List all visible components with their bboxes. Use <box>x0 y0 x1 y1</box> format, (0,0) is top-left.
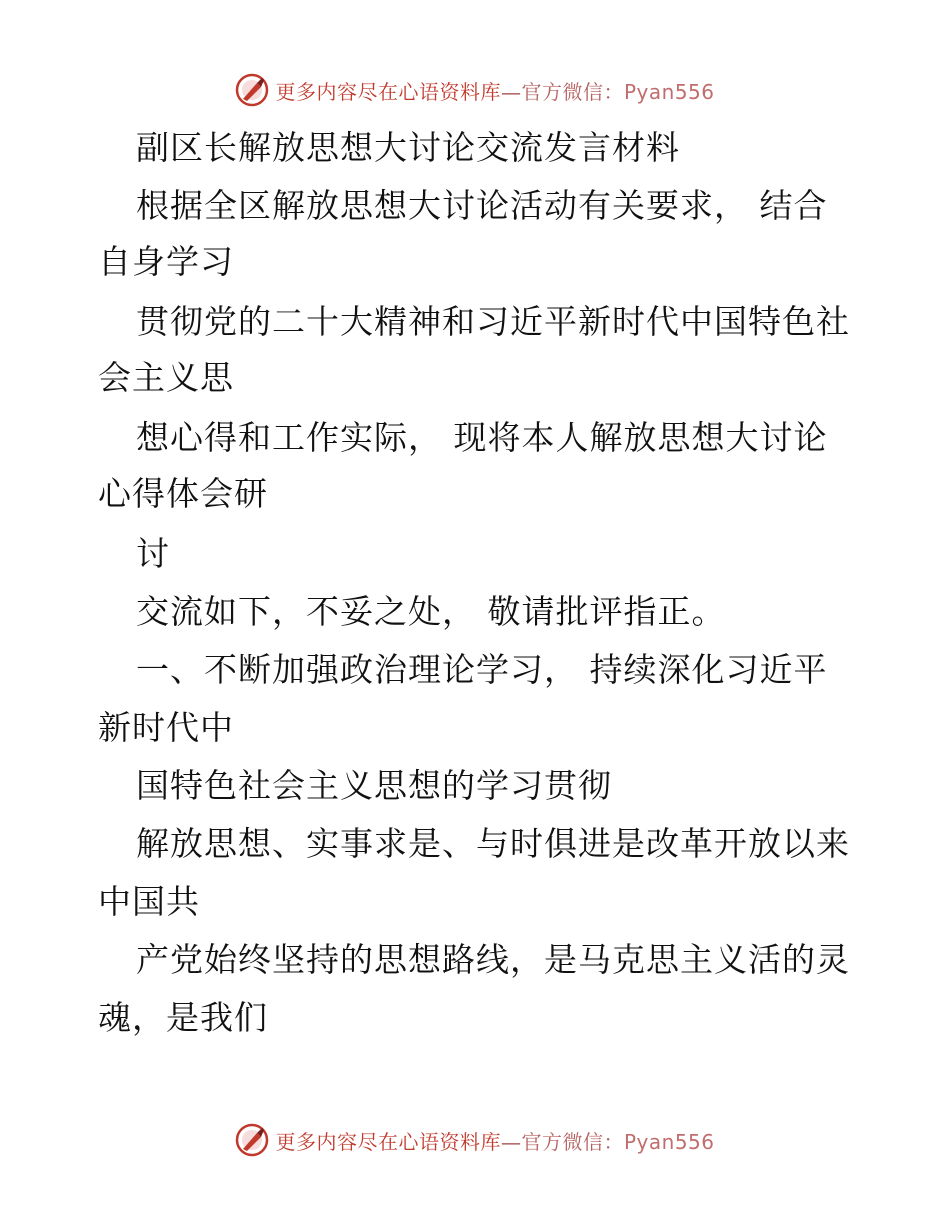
section-heading-line: 一、不断加强政治理论学习， 持续深化习近平 <box>136 650 828 689</box>
header-banner-text: 更多内容尽在心语资料库—官方微信：Pyan556 <box>275 79 715 104</box>
footer-banner <box>0 1118 950 1162</box>
paragraph-line: 魂，是我们 <box>98 998 268 1037</box>
paragraph-line: 交流如下，不妥之处， 敬请批评指正。 <box>136 592 726 631</box>
paragraph-line: 想心得和工作实际， 现将本人解放思想大讨论 <box>136 418 828 457</box>
paragraph-line: 中国共 <box>98 882 200 921</box>
pen-nib-logo-icon <box>235 1123 269 1157</box>
paragraph-line: 产党始终坚持的思想路线，是马克思主义活的灵 <box>136 940 850 979</box>
section-heading-line: 国特色社会主义思想的学习贯彻 <box>136 766 612 805</box>
paragraph-line: 会主义思 <box>98 358 234 397</box>
section-heading-line: 新时代中 <box>98 708 234 747</box>
paragraph-line: 贯彻党的二十大精神和习近平新时代中国特色社 <box>136 302 850 341</box>
paragraph-line: 根据全区解放思想大讨论活动有关要求， 结合 <box>136 186 828 225</box>
paragraph-line: 自身学习 <box>98 242 234 281</box>
paragraph-line: 讨 <box>136 534 170 573</box>
document-title: 副区长解放思想大讨论交流发言材料 <box>136 128 680 167</box>
pen-nib-logo-icon <box>235 73 269 107</box>
paragraph-line: 心得体会研 <box>98 474 268 513</box>
footer-banner-text: 更多内容尽在心语资料库—官方微信：Pyan556 <box>275 1129 715 1154</box>
paragraph-line: 解放思想、实事求是、与时俱进是改革开放以来 <box>136 824 850 863</box>
header-banner <box>0 68 950 112</box>
